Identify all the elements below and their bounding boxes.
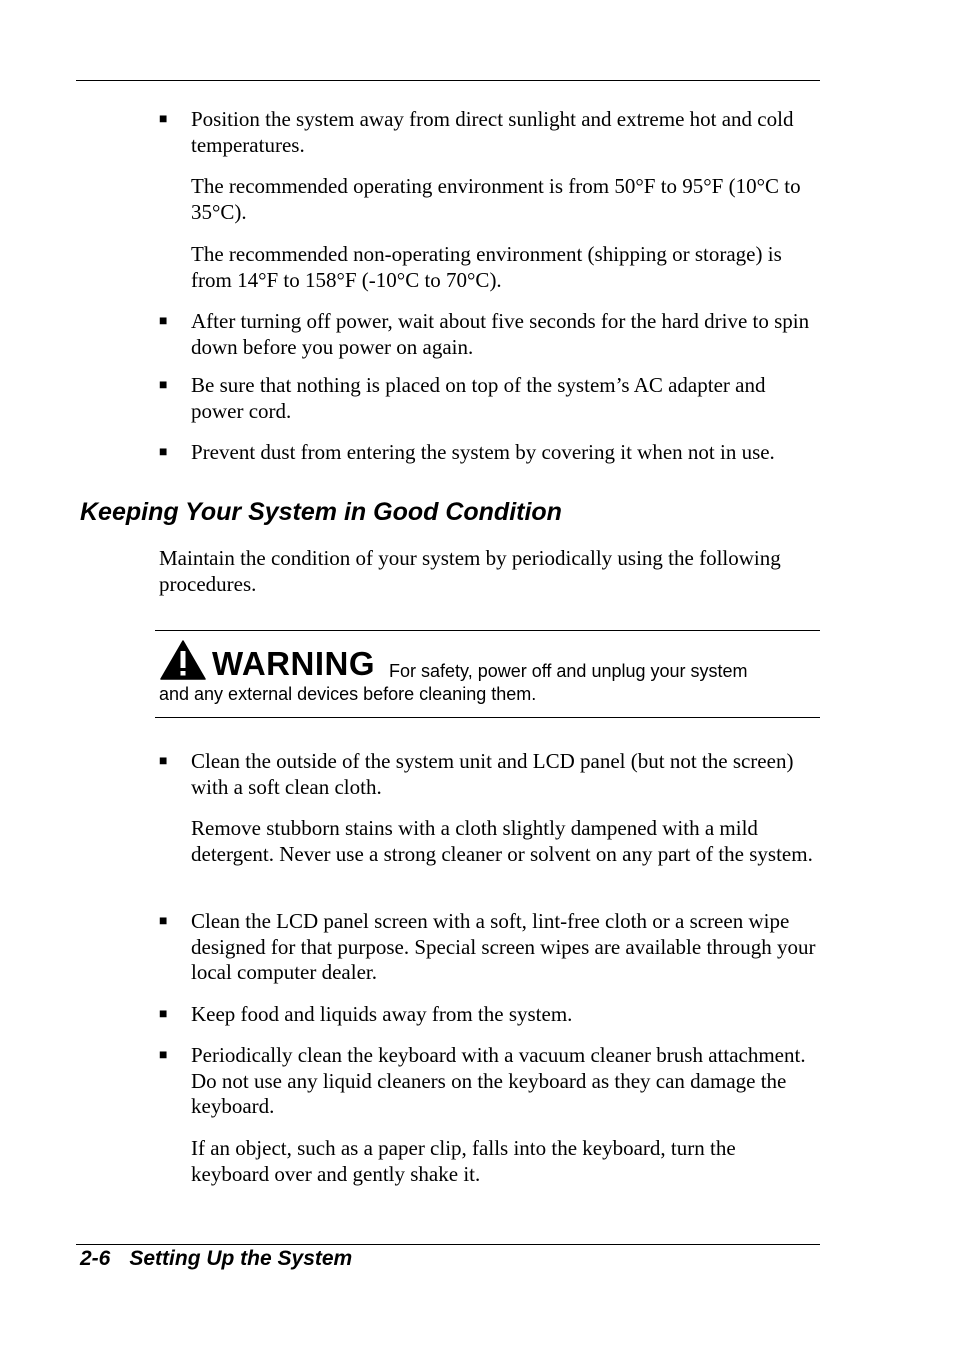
bullet-icon: ■ bbox=[159, 112, 168, 127]
warning-text-line2: and any external devices before cleaning them. bbox=[159, 684, 537, 704]
bullet-icon: ■ bbox=[159, 1007, 168, 1022]
bullet-icon: ■ bbox=[159, 445, 168, 460]
warning-label: WARNING bbox=[212, 645, 375, 682]
bullet-icon: ■ bbox=[159, 1048, 168, 1063]
bullet-icon: ■ bbox=[159, 914, 168, 929]
section-heading: Keeping Your System in Good Condition bbox=[80, 498, 562, 526]
list-item: After turning off power, wait about five seconds for the hard drive to spin down before you power on again. bbox=[191, 309, 810, 359]
list-item: Periodically clean the keyboard with a vacuum cleaner brush attachment. Do not use any liquid cleaners on the keyboard as they can damage the keyboard. bbox=[191, 1043, 806, 1118]
note-paragraph: The recommended non-operating environment (shipping or storage) is from 14°F to 158°F (-10°C to 70°C). bbox=[191, 242, 782, 292]
warning-text-line1: For safety, power off and unplug your system bbox=[389, 661, 748, 681]
page-number: 2-6 bbox=[80, 1247, 111, 1270]
note-paragraph: If an object, such as a paper clip, falls into the keyboard, turn the keyboard over and gently shake it. bbox=[191, 1136, 736, 1186]
list-item: Prevent dust from entering the system by covering it when not in use. bbox=[191, 440, 775, 464]
list-item: Clean the LCD panel screen with a soft, lint-free cloth or a screen wipe designed for that purpose. Special screen wipes are available through your local computer dealer. bbox=[191, 909, 816, 984]
footer-rule bbox=[76, 1244, 820, 1245]
warning-box bbox=[155, 630, 820, 718]
intro-paragraph: Maintain the condition of your system by periodically using the following procedures. bbox=[159, 546, 781, 596]
list-item: Position the system away from direct sunlight and extreme hot and cold temperatures. bbox=[191, 107, 794, 157]
note-paragraph: The recommended operating environment is from 50°F to 95°F (10°C to 35°C). bbox=[191, 174, 801, 224]
list-item: Clean the outside of the system unit and LCD panel (but not the screen) with a soft clean cloth. bbox=[191, 749, 794, 799]
list-item: Be sure that nothing is placed on top of the system’s AC adapter and power cord. bbox=[191, 373, 766, 423]
bullet-icon: ■ bbox=[159, 378, 168, 393]
warning-triangle-icon bbox=[160, 640, 206, 680]
bullet-icon: ■ bbox=[159, 754, 168, 769]
list-item: Keep food and liquids away from the system. bbox=[191, 1002, 573, 1026]
bullet-icon: ■ bbox=[159, 314, 168, 329]
chapter-title: Setting Up the System bbox=[129, 1247, 353, 1270]
note-paragraph: Remove stubborn stains with a cloth slightly dampened with a mild detergent. Never use a strong cleaner or solvent on any part of the system. bbox=[191, 816, 813, 866]
header-rule bbox=[76, 80, 820, 81]
page-footer bbox=[80, 1247, 352, 1271]
